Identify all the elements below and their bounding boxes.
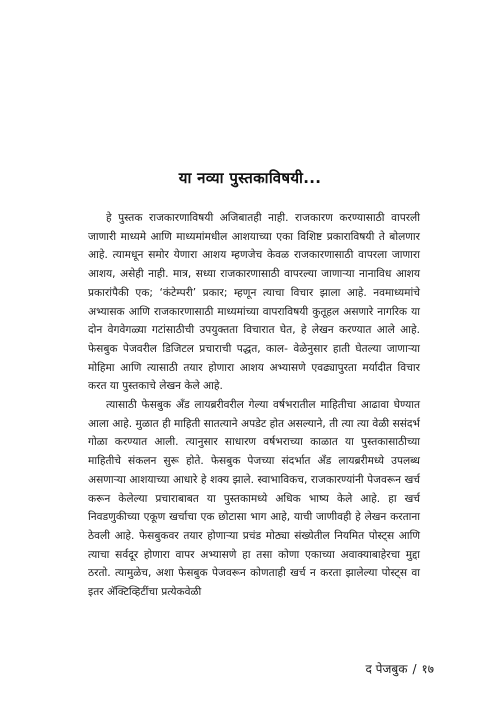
page-footer — [365, 660, 434, 677]
paragraph-2: त्यासाठी फेसबुक अँड लायब्ररीवरील गेल्या वर्षभरातील माहितीचा आढावा घेण्यात आला आहे. मुळात ही माहिती सातत्याने अपडेट होत असल्याने, ती त्या त्या वेळी ससंदर्भ गोळा करण्यात आली. त्यानुसार साधारण वर्षभराच्या काळात या पुस्तकासाठीच्या माहितीचे संकलन सुरू होते. फेसबुक पेजच्या संदर्भात अँड लायब्ररीमध्ये उपलब्ध असणाऱ्या आशयाच्या आधारे हे शक्य झाले. स्वाभाविकच, राजकारण्यांनी पेजवरून खर्च करून केलेल्या प्रचाराबाबत या पुस्तकामध्ये अधिक भाष्य केले आहे. हा खर्च निवडणुकीच्या एकूण खर्चाचा एक छोटासा भाग आहे, याची जाणीवही हे लेखन करताना ठेवली आहे. फेसबुकवर तयार होणाऱ्या प्रचंड मोठ्या संख्येतील नियमित पोस्ट्स आणि त्याचा सर्वदूर होणारा वापर अभ्यासणे हा तसा कोणा एकाच्या अवाक्याबाहेरचा मुद्दा ठरतो. त्यामुळेच, अशा फेसबुक पेजवरून कोणताही खर्च न करता झालेल्या पोस्ट्स वा इतर अ‍ॅक्टिव्हिटींचा प्रत्येकवेळी — [88, 399, 420, 599]
running-book-title: द पेजबुक — [365, 662, 408, 676]
paragraph-1: हे पुस्तक राजकारणाविषयी अजिबातही नाही. राजकारण करण्यासाठी वापरली जाणारी माध्यमे आणि माध्यमांमधील आशयाच्या एका विशिष्ट प्रकाराविषयी ते बोलणार आहे. त्यामधून समोर येणारा आशय म्हणजेच केवळ राजकारणासाठी वापरला जाणारा आशय, असेही नाही. मात्र, सध्या राजकारणासाठी वापरल्या जाणाऱ्या नानाविध आशय प्रकारांपैकी एक; ‘कंटेम्परी’ प्रकार; म्हणून त्याचा विचार झाला आहे. नवमाध्यमांचे अभ्यासक आणि राजकारणासाठी माध्यमांच्या वापराविषयी कुतूहल असणारे नागरिक या दोन वेगवेगळ्या गटांसाठीची उपयुक्तता विचारात घेत, हे लेखन करण्यात आले आहे. फेसबुक पेजवरील डिजिटल प्रचाराची पद्धत, काल- वेळेनुसार हाती घेतल्या जाणाऱ्या मोहिमा आणि त्यासाठी तयार होणारा आशय अभ्यासणे एवढ्यापुरता मर्यादीत विचार करत या पुस्तकाचे लेखन केले आहे. — [88, 212, 420, 393]
chapter-heading: या नव्या पुस्तकाविषयी... — [178, 169, 322, 187]
body-text — [88, 209, 420, 602]
page-number: १७ — [421, 662, 434, 676]
footer-separator: / — [412, 662, 417, 676]
